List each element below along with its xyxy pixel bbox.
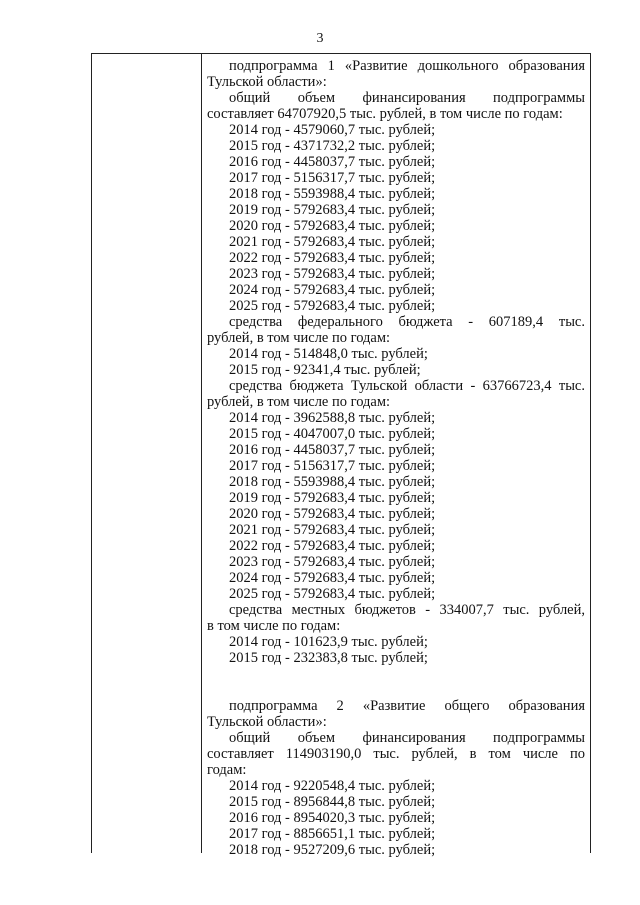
text-line: 2017 год - 5156317,7 тыс. рублей; [229, 170, 436, 186]
text-line: общий объем финансирования подпрограммы [229, 90, 585, 106]
table-column-divider [201, 53, 202, 853]
text-line: 2025 год - 5792683,4 тыс. рублей; [229, 586, 436, 602]
text-line: 2022 год - 5792683,4 тыс. рублей; [229, 538, 436, 554]
text-line: 2014 год - 4579060,7 тыс. рублей; [229, 122, 436, 138]
text-line: 2025 год - 5792683,4 тыс. рублей; [229, 298, 436, 314]
paragraph-gap [207, 666, 585, 698]
text-line: 2022 год - 5792683,4 тыс. рублей; [229, 250, 436, 266]
text-line: в том числе по годам: [207, 618, 341, 634]
text-line: 2024 год - 5792683,4 тыс. рублей; [229, 570, 436, 586]
text-line: 2015 год - 4371732,2 тыс. рублей; [229, 138, 436, 154]
text-line: 2018 год - 5593988,4 тыс. рублей; [229, 474, 436, 490]
text-line: 2023 год - 5792683,4 тыс. рублей; [229, 554, 436, 570]
text-line: Тульской области»: [207, 714, 327, 730]
text-line: годам: [207, 762, 247, 778]
text-line: подпрограмма 1 «Развитие дошкольного образования [229, 58, 585, 74]
text-line: 2017 год - 8856651,1 тыс. рублей; [229, 826, 436, 842]
text-line: 2016 год - 8954020,3 тыс. рублей; [229, 810, 436, 826]
financing-text-cell [207, 58, 585, 858]
text-line: общий объем финансирования подпрограммы [229, 730, 585, 746]
text-line: 2020 год - 5792683,4 тыс. рублей; [229, 218, 436, 234]
text-line: 2024 год - 5792683,4 тыс. рублей; [229, 282, 436, 298]
text-line: 2015 год - 92341,4 тыс. рублей; [229, 362, 421, 378]
text-line: 2016 год - 4458037,7 тыс. рублей; [229, 442, 436, 458]
text-line: 2021 год - 5792683,4 тыс. рублей; [229, 522, 436, 538]
text-line: рублей, в том числе по годам: [207, 330, 391, 346]
text-line: составляет 114903190,0 тыс. рублей, в том числе по [207, 746, 585, 762]
text-line: 2018 год - 5593988,4 тыс. рублей; [229, 186, 436, 202]
text-line: 2023 год - 5792683,4 тыс. рублей; [229, 266, 436, 282]
text-line: 2018 год - 9527209,6 тыс. рублей; [229, 842, 436, 858]
text-line: рублей, в том числе по годам: [207, 394, 391, 410]
text-line: 2014 год - 101623,9 тыс. рублей; [229, 634, 428, 650]
text-line: подпрограмма 2 «Развитие общего образования [229, 698, 585, 714]
text-line: 2020 год - 5792683,4 тыс. рублей; [229, 506, 436, 522]
text-line: средства бюджета Тульской области - 63766723,4 тыс. [229, 378, 585, 394]
text-line: 2015 год - 232383,8 тыс. рублей; [229, 650, 428, 666]
text-line: 2014 год - 514848,0 тыс. рублей; [229, 346, 428, 362]
text-line: 2014 год - 3962588,8 тыс. рублей; [229, 410, 436, 426]
text-line: Тульской области»: [207, 74, 327, 90]
text-line: средства местных бюджетов - 334007,7 тыс. рублей, [229, 602, 585, 618]
text-line: 2016 год - 4458037,7 тыс. рублей; [229, 154, 436, 170]
text-line: средства федерального бюджета - 607189,4 тыс. [229, 314, 585, 330]
text-line: 2017 год - 5156317,7 тыс. рублей; [229, 458, 436, 474]
page-number: 3 [316, 31, 324, 46]
text-line: 2014 год - 9220548,4 тыс. рублей; [229, 778, 436, 794]
text-line: 2019 год - 5792683,4 тыс. рублей; [229, 202, 436, 218]
text-line: составляет 64707920,5 тыс. рублей, в том числе по годам: [207, 106, 563, 122]
text-line: 2019 год - 5792683,4 тыс. рублей; [229, 490, 436, 506]
text-line: 2021 год - 5792683,4 тыс. рублей; [229, 234, 436, 250]
text-line: 2015 год - 8956844,8 тыс. рублей; [229, 794, 436, 810]
text-line: 2015 год - 4047007,0 тыс. рублей; [229, 426, 436, 442]
